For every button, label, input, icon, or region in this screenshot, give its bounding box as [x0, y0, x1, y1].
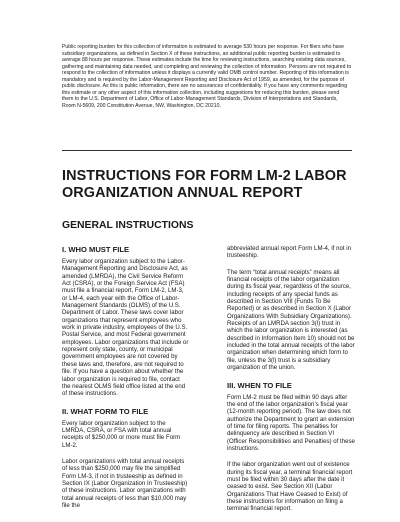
who-must-file-heading: I. WHO MUST FILE: [62, 245, 130, 254]
divider-rule: [62, 150, 352, 151]
page-title: INSTRUCTIONS FOR FORM LM-2 LABOR ORGANIZATION ANNUAL REPORT: [62, 168, 347, 201]
continued-paragraph: abbreviated annual report Form LM-4, if not in trusteeship.: [227, 245, 351, 260]
right-column: [227, 245, 355, 522]
total-receipts-paragraph: The term “total annual receipts” means all financial receipts of the labor organization during its fiscal year, regardless of the source, including receipts of any special funds as described in Section VIII (Funds To Be Reported) or as described in Section X (Labor Organizations With Subsidiary Organizations). Receipts of an LMRDA section 3(l) trust in which the labor organization is interested (as described in Information Item 10) should not be included in the total annual receipts of the labor organization when determining which form to file, unless the 3(l) trust is a subsidiary organization of the union.: [227, 268, 355, 372]
when-to-file-paragraph-1: Form LM-2 must be filed within 90 days after the end of the labor organization’s fiscal year (12-month reporting period). The law does not authorize the Department to grant an extension of time for filing reports. The penalties for delinquency are described in Section VI (Officer Responsibilities and Penalties) of these instructions.: [227, 393, 355, 452]
when-to-file-paragraph-2: If the labor organization went out of existence during its fiscal year, a terminal financial report must be filed within 30 days after the date it ceased to exist. See Section XII (Labor Organizations That Have Ceased to Exist) of these instructions for information on filing a terminal financial report.: [227, 461, 353, 513]
what-form-heading: II. WHAT FORM TO FILE: [62, 406, 149, 416]
left-column: [62, 245, 190, 518]
burden-statement: Public reporting burden for this collection of information is estimated to average 530 hours per response. For filers who have subsidiary organizations, as defined in Section X of these instructions, an additional public reporting burden is estimated to average 88 hours per response. These estimates include the time for reviewing instructions, searching existing data sources, gathering and maintaining data needed, and completing and reviewing the collection of information. Persons are not required to respond to the collection of information unless it displays a currently valid OMB control number. Reporting of this information is mandatory and is required by the Labor-Management Reporting and Disclosure Act of 1959, as amended, for the purpose of public disclosure. As this is public information, there are no assurances of confidentiality. If you have any comments regarding this estimate or any other aspect of this information collection, including suggestions for reducing this burden, please send them to the U.S. Department of Labor, Office of Labor-Management Standards, Division of Interpretations and Standards, Room N-5609, 200 Constitution Avenue, NW, Washington, DC 20210.: [62, 44, 352, 109]
when-to-file-heading: III. WHEN TO FILE: [227, 380, 292, 390]
general-instructions-heading: GENERAL INSTRUCTIONS: [62, 220, 194, 231]
who-must-file-paragraph: Every labor organization subject to the Labor-Management Reporting and Disclosure Act, as amended (LMRDA), the Civil Service Reform Act (CSRA), or the Foreign Service Act (FSA) must file a financial report, Form LM-2, LM-3, or LM-4, each year with the Office of Labor-Management Standards (OLMS) of the U.S. Department of Labor. These laws cover labor organizations that represent employees who work in private industry, employees of the U.S. Postal Service, and most Federal government employees. Labor organizations that include or represent only state, county, or municipal government employees are not covered by these laws and, therefore, are not required to file. If you have a question about whether the labor organization is required to file, contact the nearest OLMS field office listed at the end of these instructions.: [62, 258, 189, 398]
what-form-paragraph-2: Labor organizations with total annual receipts of less than $250,000 may file the simplified Form LM-3, if not in trusteeship as defined in Section IX (Labor Organization In Trusteeship) of these instructions. Labor organizations with total annual receipts of less than $10,000 may file the: [62, 457, 188, 509]
what-form-paragraph-1: Every labor organization subject to the LMRDA, CSRA, or FSA with total annual receipts of $250,000 or more must file Form LM-2.: [62, 419, 181, 449]
